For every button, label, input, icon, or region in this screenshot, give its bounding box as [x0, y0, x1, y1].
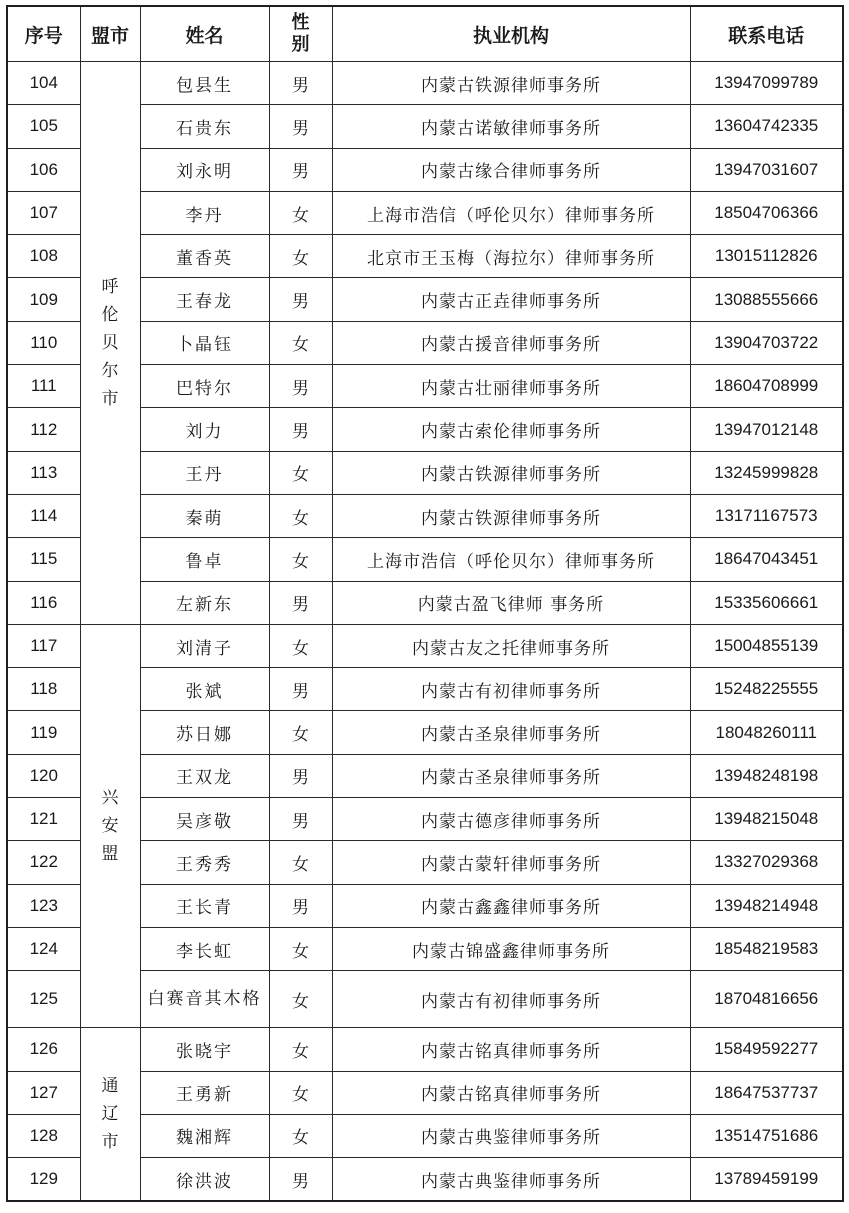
phone-number: 13947031607: [690, 148, 843, 191]
phone-number: 18548219583: [690, 927, 843, 970]
lawyer-gender: 女: [269, 1028, 332, 1071]
phone-number: 13948248198: [690, 754, 843, 797]
phone-number: 13604742335: [690, 105, 843, 148]
lawyer-gender: 女: [269, 451, 332, 494]
phone-number: 15248225555: [690, 668, 843, 711]
law-firm: 内蒙古锦盛鑫律师事务所: [332, 927, 690, 970]
law-firm: 内蒙古铁源律师事务所: [332, 494, 690, 537]
row-number: 122: [7, 841, 80, 884]
lawyer-name: 刘清子: [140, 624, 269, 667]
row-number: 119: [7, 711, 80, 754]
row-number: 109: [7, 278, 80, 321]
phone-number: 15849592277: [690, 1028, 843, 1071]
region-name: 兴安盟: [101, 788, 119, 865]
phone-number: 13171167573: [690, 494, 843, 537]
phone-number: 13088555666: [690, 278, 843, 321]
lawyer-gender: 男: [269, 1158, 332, 1202]
lawyer-name: 董香英: [140, 235, 269, 278]
law-firm: 内蒙古诺敏律师事务所: [332, 105, 690, 148]
row-number: 115: [7, 538, 80, 581]
row-number: 125: [7, 971, 80, 1028]
phone-number: 18704816656: [690, 971, 843, 1028]
law-firm: 内蒙古圣泉律师事务所: [332, 754, 690, 797]
row-number: 105: [7, 105, 80, 148]
law-firm: 内蒙古盈飞律师 事务所: [332, 581, 690, 624]
law-firm: 内蒙古铭真律师事务所: [332, 1071, 690, 1114]
law-firm: 内蒙古有初律师事务所: [332, 668, 690, 711]
row-number: 110: [7, 321, 80, 364]
header-no: 序号: [7, 6, 80, 62]
phone-number: 13327029368: [690, 841, 843, 884]
row-number: 118: [7, 668, 80, 711]
law-firm: 内蒙古典鉴律师事务所: [332, 1114, 690, 1157]
phone-number: 13789459199: [690, 1158, 843, 1202]
lawyer-name: 苏日娜: [140, 711, 269, 754]
lawyer-gender: 男: [269, 798, 332, 841]
lawyer-name: 刘力: [140, 408, 269, 451]
lawyer-gender: 男: [269, 408, 332, 451]
law-firm: 内蒙古德彦律师事务所: [332, 798, 690, 841]
row-number: 108: [7, 235, 80, 278]
row-number: 107: [7, 191, 80, 234]
row-number: 120: [7, 754, 80, 797]
lawyer-name: 刘永明: [140, 148, 269, 191]
phone-number: 18604708999: [690, 365, 843, 408]
header-name: 姓名: [140, 6, 269, 62]
law-firm: 内蒙古圣泉律师事务所: [332, 711, 690, 754]
law-firm: 内蒙古索伦律师事务所: [332, 408, 690, 451]
table-body: [7, 62, 843, 1202]
region-name: 通辽市: [101, 1076, 119, 1153]
lawyer-name: 王勇新: [140, 1071, 269, 1114]
lawyer-gender: 男: [269, 365, 332, 408]
header-region: 盟市: [80, 6, 140, 62]
phone-number: 18048260111: [690, 711, 843, 754]
lawyer-gender: 女: [269, 235, 332, 278]
lawyer-name: 白赛音其木格: [140, 971, 269, 1028]
lawyer-gender: 男: [269, 581, 332, 624]
lawyer-gender: 男: [269, 105, 332, 148]
lawyer-roster-table: [6, 5, 844, 1202]
row-number: 106: [7, 148, 80, 191]
law-firm: 内蒙古铁源律师事务所: [332, 62, 690, 105]
lawyer-name: 卜晶钰: [140, 321, 269, 364]
lawyer-gender: 女: [269, 1071, 332, 1114]
table-row: [7, 1028, 843, 1071]
lawyer-gender: 女: [269, 841, 332, 884]
lawyer-gender: 女: [269, 1114, 332, 1157]
lawyer-gender: 女: [269, 321, 332, 364]
law-firm: 内蒙古铁源律师事务所: [332, 451, 690, 494]
phone-number: 13904703722: [690, 321, 843, 364]
law-firm: 内蒙古蒙轩律师事务所: [332, 841, 690, 884]
region-cell: [80, 62, 140, 625]
header-firm: 执业机构: [332, 6, 690, 62]
lawyer-name: 石贵东: [140, 105, 269, 148]
row-number: 104: [7, 62, 80, 105]
lawyer-name: 巴特尔: [140, 365, 269, 408]
row-number: 128: [7, 1114, 80, 1157]
phone-number: 13015112826: [690, 235, 843, 278]
phone-number: 13514751686: [690, 1114, 843, 1157]
law-firm: 内蒙古正垚律师事务所: [332, 278, 690, 321]
phone-number: 13947099789: [690, 62, 843, 105]
table-header-row: [7, 6, 843, 62]
lawyer-name: 包县生: [140, 62, 269, 105]
header-gender-label: 性别: [291, 12, 310, 55]
row-number: 124: [7, 927, 80, 970]
lawyer-gender: 女: [269, 624, 332, 667]
row-number: 127: [7, 1071, 80, 1114]
phone-number: 13947012148: [690, 408, 843, 451]
row-number: 114: [7, 494, 80, 537]
phone-number: 15335606661: [690, 581, 843, 624]
row-number: 113: [7, 451, 80, 494]
law-firm: 上海市浩信（呼伦贝尔）律师事务所: [332, 538, 690, 581]
row-number: 129: [7, 1158, 80, 1202]
law-firm: 内蒙古铭真律师事务所: [332, 1028, 690, 1071]
lawyer-name: 王春龙: [140, 278, 269, 321]
law-firm: 内蒙古缘合律师事务所: [332, 148, 690, 191]
lawyer-gender: 男: [269, 884, 332, 927]
lawyer-name: 鲁卓: [140, 538, 269, 581]
law-firm: 内蒙古有初律师事务所: [332, 971, 690, 1028]
law-firm: 上海市浩信（呼伦贝尔）律师事务所: [332, 191, 690, 234]
lawyer-name: 王双龙: [140, 754, 269, 797]
header-phone: 联系电话: [690, 6, 843, 62]
phone-number: 18647043451: [690, 538, 843, 581]
header-gender: [269, 6, 332, 62]
lawyer-name: 李丹: [140, 191, 269, 234]
lawyer-gender: 男: [269, 754, 332, 797]
lawyer-gender: 女: [269, 494, 332, 537]
row-number: 112: [7, 408, 80, 451]
phone-number: 13245999828: [690, 451, 843, 494]
phone-number: 18504706366: [690, 191, 843, 234]
row-number: 123: [7, 884, 80, 927]
row-number: 121: [7, 798, 80, 841]
row-number: 117: [7, 624, 80, 667]
document-page: [6, 5, 842, 1208]
row-number: 126: [7, 1028, 80, 1071]
lawyer-gender: 女: [269, 927, 332, 970]
lawyer-gender: 男: [269, 278, 332, 321]
lawyer-gender: 男: [269, 62, 332, 105]
lawyer-name: 李长虹: [140, 927, 269, 970]
region-name: 呼伦贝尔市: [101, 276, 119, 409]
law-firm: 内蒙古鑫鑫律师事务所: [332, 884, 690, 927]
phone-number: 13948214948: [690, 884, 843, 927]
lawyer-name: 魏湘辉: [140, 1114, 269, 1157]
law-firm: 内蒙古援音律师事务所: [332, 321, 690, 364]
lawyer-gender: 男: [269, 668, 332, 711]
lawyer-name: 左新东: [140, 581, 269, 624]
table-row: [7, 62, 843, 105]
lawyer-gender: 男: [269, 148, 332, 191]
table-row: [7, 624, 843, 667]
phone-number: 15004855139: [690, 624, 843, 667]
lawyer-name: 吴彦敬: [140, 798, 269, 841]
lawyer-gender: 女: [269, 191, 332, 234]
law-firm: 北京市王玉梅（海拉尔）律师事务所: [332, 235, 690, 278]
row-number: 111: [7, 365, 80, 408]
lawyer-gender: 女: [269, 538, 332, 581]
lawyer-name: 张晓宇: [140, 1028, 269, 1071]
law-firm: 内蒙古壮丽律师事务所: [332, 365, 690, 408]
region-cell: [80, 624, 140, 1027]
law-firm: 内蒙古友之托律师事务所: [332, 624, 690, 667]
law-firm: 内蒙古典鉴律师事务所: [332, 1158, 690, 1202]
lawyer-name: 王秀秀: [140, 841, 269, 884]
region-cell: [80, 1028, 140, 1202]
lawyer-name: 张斌: [140, 668, 269, 711]
lawyer-gender: 女: [269, 711, 332, 754]
lawyer-name: 王长青: [140, 884, 269, 927]
phone-number: 18647537737: [690, 1071, 843, 1114]
lawyer-name: 王丹: [140, 451, 269, 494]
lawyer-name: 秦萌: [140, 494, 269, 537]
row-number: 116: [7, 581, 80, 624]
lawyer-name: 徐洪波: [140, 1158, 269, 1202]
phone-number: 13948215048: [690, 798, 843, 841]
lawyer-gender: 女: [269, 971, 332, 1028]
